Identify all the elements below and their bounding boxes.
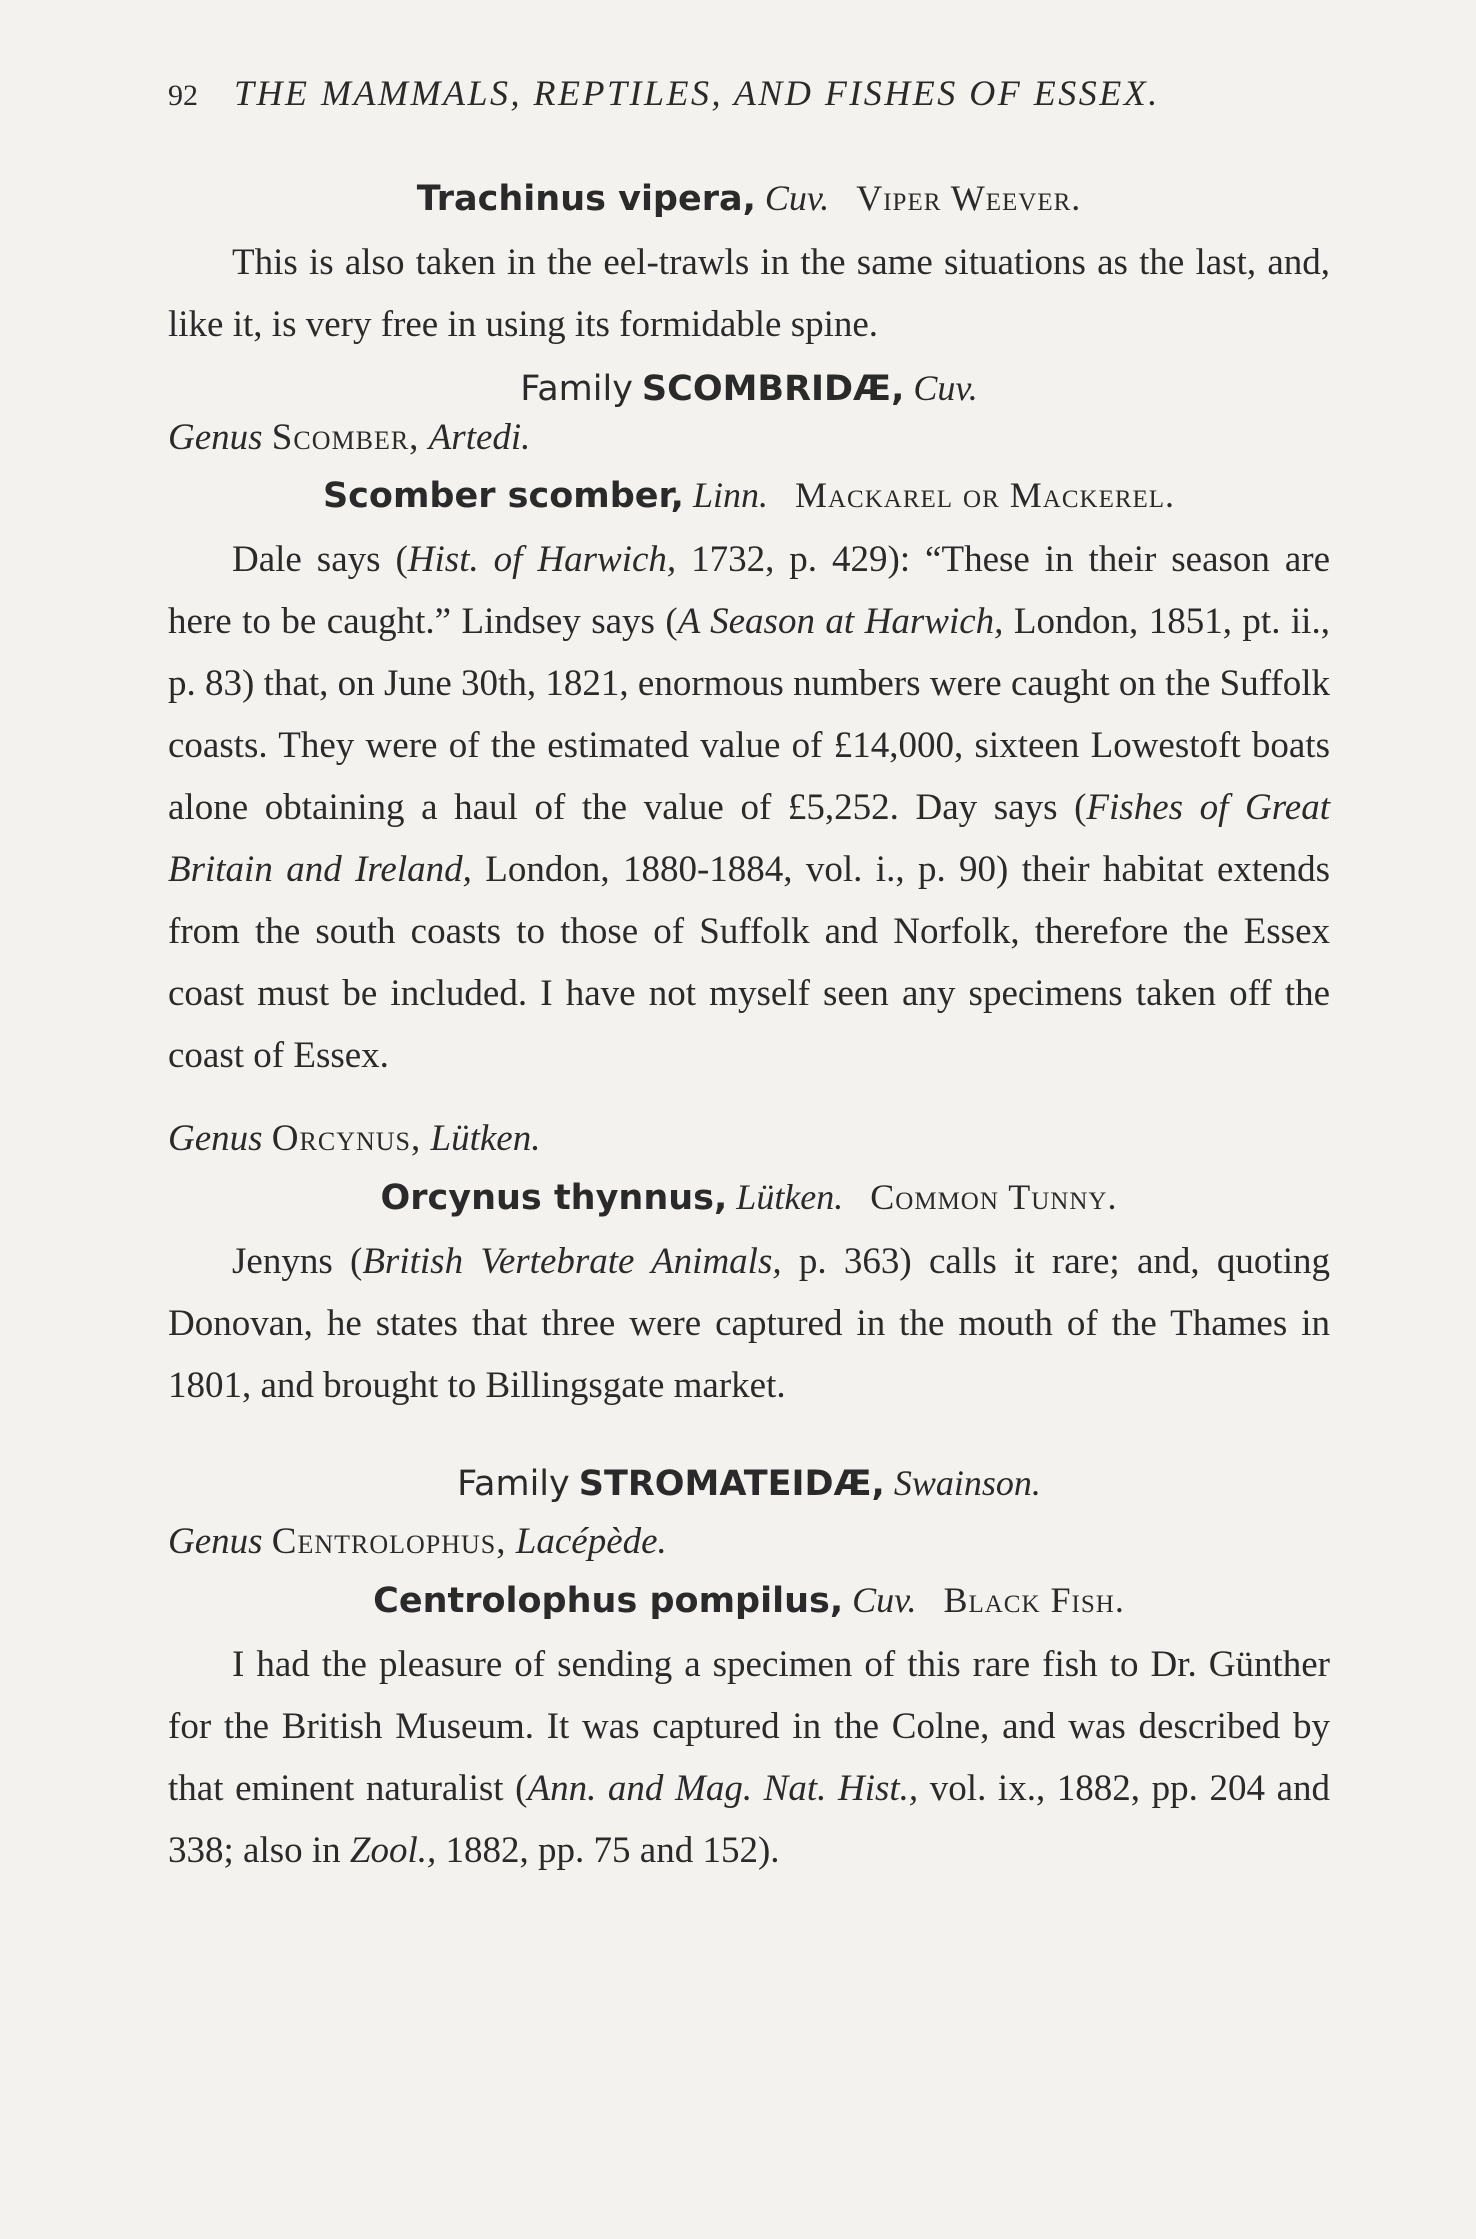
species-authority: Lütken. bbox=[736, 1176, 844, 1217]
genus-prefix: Genus bbox=[168, 1118, 263, 1160]
family-heading-stromateidae bbox=[168, 1461, 1330, 1507]
genus-name: Orcynus, bbox=[271, 1118, 422, 1160]
common-name: Mackarel or Mackerel. bbox=[794, 475, 1176, 516]
paragraph-scomber bbox=[168, 529, 1330, 1087]
common-name: Black Fish. bbox=[943, 1580, 1125, 1621]
paragraph-centrolophus bbox=[168, 1634, 1330, 1882]
text-run: 1732, p. 429): “These in their season are here to be caught.” Lindsey says ( bbox=[168, 539, 1330, 643]
text-run: I had the pleasure of sending a specimen of this rare fish to Dr. Günther for the British Museum. It was captured in the Colne, and was described by that eminent naturalist ( bbox=[168, 1643, 1330, 1809]
genus-name: Scomber, bbox=[271, 416, 420, 458]
species-authority: Cuv. bbox=[764, 178, 830, 218]
family-name: STROMATEIDÆ, bbox=[578, 1463, 885, 1504]
citation-title: Hist. of Harwich, bbox=[407, 539, 677, 581]
family-prefix: Family bbox=[457, 1463, 570, 1504]
book-page bbox=[168, 72, 1330, 1882]
species-name: Centrolophus pompilus, bbox=[373, 1581, 844, 1622]
species-heading-scomber bbox=[168, 473, 1330, 519]
species-name: Trachinus vipera, bbox=[416, 179, 756, 219]
genus-line-orcynus bbox=[168, 1113, 1330, 1165]
family-prefix: Family bbox=[520, 368, 633, 409]
family-name: SCOMBRIDÆ, bbox=[641, 368, 905, 409]
species-heading-trachinus bbox=[168, 176, 1330, 222]
genus-prefix: Genus bbox=[168, 416, 263, 458]
family-heading-scombridae bbox=[168, 366, 1330, 412]
text-run: Jenyns ( bbox=[232, 1240, 363, 1282]
page-number: 92 bbox=[168, 79, 198, 112]
genus-name: Centrolophus, bbox=[271, 1521, 507, 1563]
paragraph-orcynus bbox=[168, 1231, 1330, 1417]
species-heading-orcynus bbox=[168, 1175, 1330, 1221]
species-name: Orcynus thynnus, bbox=[380, 1177, 728, 1218]
text-run: London, 1880-1884, vol. i., p. 90) their habitat extends from the south coasts to those of Suffolk and Norfolk, therefore the Essex coast must be included. I have not myself seen any specimens taken off the coast of Essex. bbox=[168, 849, 1330, 1077]
paragraph-trachinus: This is also taken in the eel-trawls in the same situations as the last, and, like it, is very free in using its formidable spine. bbox=[168, 241, 1330, 345]
text-run: vol. ix., 1882, pp. 204 and 338; also in bbox=[168, 1767, 1331, 1871]
text-run: p. 363) calls it rare; and, quoting Donovan, he states that three were captured in the mouth of the Thames in 1801, and brought to Billingsgate market. bbox=[168, 1240, 1330, 1406]
citation-title: Fishes of Great Britain and Ireland, bbox=[168, 787, 1330, 891]
genus-line-centrolophus bbox=[168, 1516, 1330, 1568]
text-run: London, 1851, pt. ii., p. 83) that, on June 30th, 1821, enormous numbers were caught on the Suffolk coasts. They were of the estimated value of £14,000, sixteen Lowestoft boats alone obtaining a haul of the value of £5,252. Day says ( bbox=[168, 601, 1330, 829]
genus-authority: Artedi. bbox=[428, 416, 531, 458]
common-name: Viper Weever. bbox=[856, 178, 1082, 218]
genus-line-scomber bbox=[168, 412, 1330, 464]
species-authority: Cuv. bbox=[852, 1580, 917, 1621]
running-head bbox=[168, 72, 1330, 128]
citation-title: British Vertebrate Animals, bbox=[362, 1240, 782, 1282]
citation-title: Ann. and Mag. Nat. Hist., bbox=[527, 1767, 919, 1809]
citation-title: A Season at Harwich, bbox=[677, 601, 1004, 643]
citation-title: Zool., bbox=[349, 1829, 437, 1871]
genus-authority: Lütken. bbox=[430, 1118, 541, 1160]
species-heading-centrolophus bbox=[168, 1578, 1330, 1624]
family-authority: Cuv. bbox=[913, 367, 978, 408]
common-name: Common Tunny. bbox=[870, 1176, 1118, 1217]
text-run: Dale says ( bbox=[232, 539, 408, 581]
family-authority: Swainson. bbox=[893, 1462, 1041, 1503]
genus-prefix: Genus bbox=[168, 1521, 263, 1563]
text-run: 1882, pp. 75 and 152). bbox=[436, 1829, 780, 1871]
genus-authority: Lacépède. bbox=[515, 1521, 667, 1563]
species-name: Scomber scomber, bbox=[322, 476, 684, 517]
running-title: THE MAMMALS, REPTILES, AND FISHES OF ESSEX. bbox=[234, 73, 1160, 113]
species-authority: Linn. bbox=[692, 475, 768, 516]
